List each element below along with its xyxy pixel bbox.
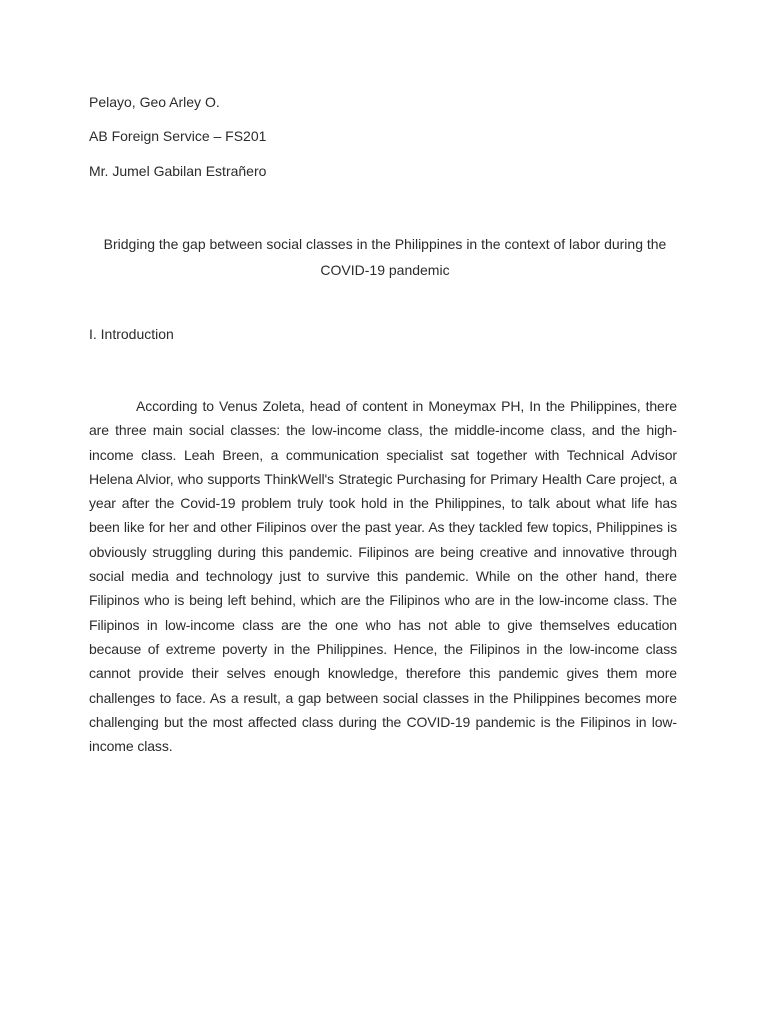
document-title: Bridging the gap between social classes in the Philippines in the context of labor during the COVID-19 pandemic — [103, 236, 667, 278]
introduction-paragraph: According to Venus Zoleta, head of content in Moneymax PH, In the Philippines, there are three main social classes: the low-income class, the middle-income class, and the high-income class. Leah Breen, a communication specialist sat together with Technical Advisor Helena Alvior, who supports ThinkWell's Strategic Purchasing for Primary Health Care project, a year after the Covid-19 problem truly took hold in the Philippines, to talk about what life has been like for her and other Filipinos over the past year. As they tackled few topics, Philippines is obviously struggling during this pandemic. Filipinos are being creative and innovative through social media and technology just to survive this pandemic. While on the other hand, there Filipinos who is being left behind, which are the Filipinos who are in the low-income class. The Filipinos in low-income class are the one who has not able to give themselves education because of extreme poverty in the Philippines. Hence, the Filipinos in the low-income class cannot provide their selves enough knowledge, therefore this pandemic gives them more challenges to face. As a result, a gap between social classes in the Philippines becomes more challenging but the most affected class during the COVID-19 pandemic is the Filipinos in low-income class. — [89, 398, 677, 755]
instructor-name: Mr. Jumel Gabilan Estrañero — [89, 163, 267, 179]
course-line: AB Foreign Service – FS201 — [89, 128, 267, 144]
section-heading-introduction: I. Introduction — [89, 326, 174, 342]
author-name: Pelayo, Geo Arley O. — [89, 94, 220, 110]
